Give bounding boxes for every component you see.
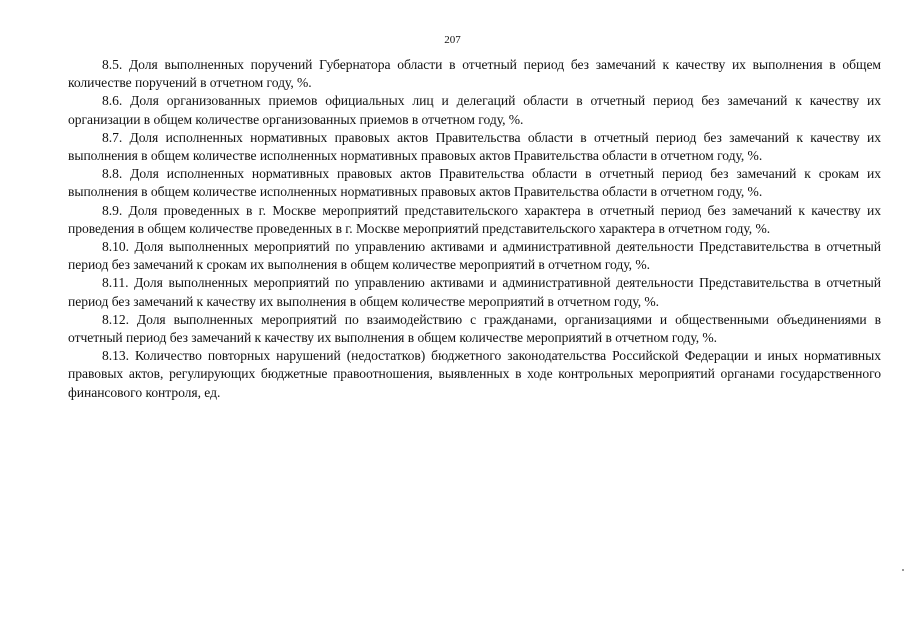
paragraph-8-5: 8.5. Доля выполненных поручений Губернатора области в отчетный период без замечаний к качеству их выполнения в общем количестве поручений в отчетном году, %. (68, 57, 881, 91)
document-body (68, 56, 881, 402)
paragraph-8-13: 8.13. Количество повторных нарушений (недостатков) бюджетного законодательства Российской Федерации и иных нормативных правовых актов, регулирующих бюджетные правоотношения, выявленных в ходе контрольных мероприятий органами государственного финансового контроля, ед. (68, 348, 881, 400)
paragraph-8-6: 8.6. Доля организованных приемов официальных лиц и делегаций области в отчетный период без замечаний к качеству их организации в общем количестве организованных приемов в отчетном году, %. (68, 93, 881, 127)
scan-speck (902, 569, 904, 571)
paragraph-8-10: 8.10. Доля выполненных мероприятий по управлению активами и административной деятельности Представительства в отчетный период без замечаний к срокам их выполнения в общем количестве мероприятий в отчетном году, %. (68, 239, 881, 273)
page-number: 207 (444, 34, 461, 46)
paragraph-8-9: 8.9. Доля проведенных в г. Москве мероприятий представительского характера в отчетный период без замечаний к качеству их проведения в общем количестве проведенных в г. Москве мероприятий представительского характера в отчетном году, %. (68, 202, 881, 236)
paragraph-8-7: 8.7. Доля исполненных нормативных правовых актов Правительства области в отчетный период без замечаний к качеству их выполнения в общем количестве исполненных нормативных правовых актов Правительства области в отчетном году, %. (68, 129, 881, 164)
paragraph-8-8: 8.8. Доля исполненных нормативных правовых актов Правительства области в отчетный период без замечаний к срокам их выполнения в общем количестве исполненных нормативных правовых актов Правительства области в отчетном году, %. (68, 166, 881, 200)
paragraph-8-12: 8.12. Доля выполненных мероприятий по взаимодействию с гражданами, организациями и общественными объединениями в отчетный период без замечаний к качеству их выполнения в общем количестве мероприятий в отчетном году, %. (68, 311, 881, 346)
paragraph-8-11: 8.11. Доля выполненных мероприятий по управлению активами и административной деятельности Представительства в отчетный период без замечаний к качеству их выполнения в общем количестве мероприятий в отчетном году, %. (68, 275, 881, 309)
